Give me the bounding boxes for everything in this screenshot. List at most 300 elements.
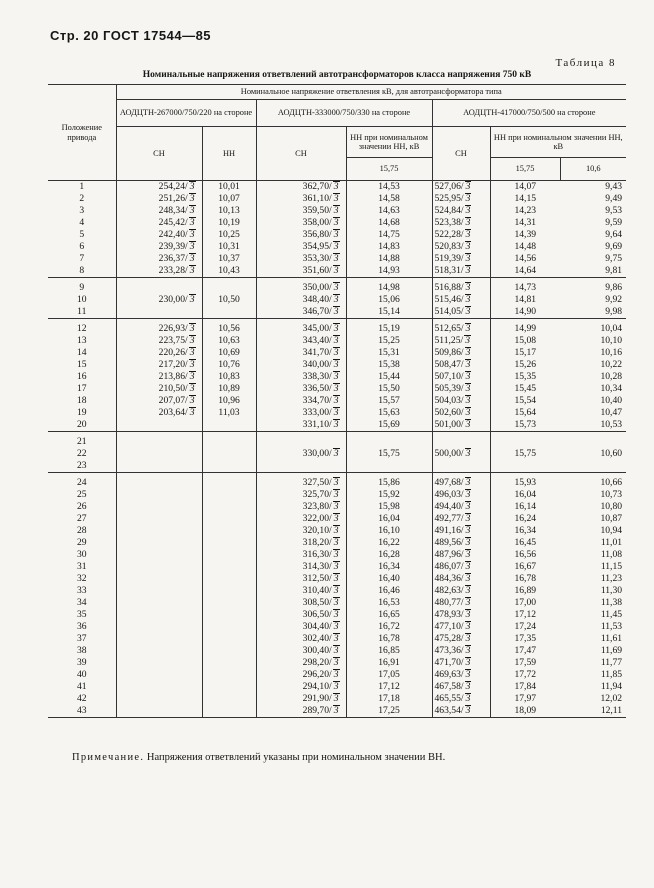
- b-hn-cell: [346, 633, 432, 645]
- b-sn-cell: [256, 681, 346, 693]
- sqrt3-symbol: 3: [465, 282, 471, 293]
- c-h2-cell: [560, 633, 626, 645]
- pos-value: 35: [76, 609, 87, 620]
- a-hn-value: 11,03: [218, 407, 240, 418]
- a-hn-cell: [202, 460, 256, 473]
- a-hn-value: 10,01: [218, 181, 240, 192]
- note-label: Примечание.: [72, 752, 145, 763]
- a-sn-cell: [116, 597, 202, 609]
- c-h1-value: 15,73: [514, 419, 537, 430]
- c-sn-cell: [432, 335, 490, 347]
- c-h2-cell: [560, 229, 626, 241]
- a-hn-cell: [202, 645, 256, 657]
- a-hn-cell: [202, 253, 256, 265]
- table-row: [48, 448, 626, 460]
- c-h1-value: 14,99: [514, 323, 537, 334]
- b-hn-cell: [346, 537, 432, 549]
- b-sn-cell: [256, 513, 346, 525]
- b-hn-value: 15,19: [378, 323, 400, 334]
- a-sn-cell: [116, 419, 202, 432]
- sqrt3-symbol: 3: [465, 181, 471, 192]
- pos-cell: [48, 561, 116, 573]
- b-hn-value: 15,14: [378, 306, 400, 317]
- table-row: [48, 597, 626, 609]
- a-sn-cell: [116, 645, 202, 657]
- b-hn-cell: [346, 347, 432, 359]
- c-h2-value: 10,16: [600, 347, 623, 358]
- c-h1-value: 17,35: [514, 633, 537, 644]
- a-sn-cell: [116, 693, 202, 705]
- c-h2-cell: [560, 448, 626, 460]
- sqrt3-symbol: 3: [465, 489, 471, 500]
- a-hn-value: 10,25: [218, 229, 240, 240]
- a-hn-cell: [202, 669, 256, 681]
- c-h2-value: 9,43: [605, 181, 623, 192]
- b-sn-cell: [256, 294, 346, 306]
- pos-cell: [48, 229, 116, 241]
- c-sn-cell: [432, 549, 490, 561]
- c-h2-cell: [560, 241, 626, 253]
- b-hn-cell: [346, 193, 432, 205]
- pos-cell: [48, 549, 116, 561]
- a-hn-value: 10,19: [218, 217, 240, 228]
- pos-cell: [48, 347, 116, 359]
- c-sn-cell: [432, 501, 490, 513]
- pos-cell: [48, 306, 116, 319]
- c-h1-cell: [490, 359, 560, 371]
- a-hn-cell: [202, 573, 256, 585]
- c-h1-value: 17,84: [514, 681, 537, 692]
- b-sn-value: 354,95/: [302, 241, 332, 252]
- c-sn-value: 507,10/: [434, 371, 464, 382]
- sqrt3-symbol: 3: [189, 294, 195, 305]
- b-hn-value: 15,92: [378, 489, 400, 500]
- c-h2-cell: [560, 693, 626, 705]
- b-sn-value: 345,00/: [302, 323, 332, 334]
- c-sn-value: 520,83/: [434, 241, 464, 252]
- pos-cell: [48, 278, 116, 295]
- sqrt3-symbol: 3: [189, 347, 195, 358]
- c-h1-cell: [490, 621, 560, 633]
- b-hn-value: 16,40: [378, 573, 400, 584]
- c-sn-value: 524,84/: [434, 205, 464, 216]
- a-sn-cell: [116, 621, 202, 633]
- pos-cell: [48, 205, 116, 217]
- c-h2-value: 10,66: [600, 477, 623, 488]
- a-hn-cell: [202, 181, 256, 194]
- c-sn-value: 491,16/: [434, 525, 464, 536]
- a-sn-cell: [116, 278, 202, 295]
- c-sn-cell: [432, 525, 490, 537]
- b-sn-cell: [256, 693, 346, 705]
- c-h1-value: 16,34: [514, 525, 537, 536]
- a-hn-cell: [202, 294, 256, 306]
- pos-value: 18: [76, 395, 87, 406]
- c-sn-value: 480,77/: [434, 597, 464, 608]
- c-h1-cell: [490, 460, 560, 473]
- b-sn-value: 289,70/: [302, 705, 332, 716]
- pos-cell: [48, 294, 116, 306]
- c-h1-value: 15,35: [514, 371, 537, 382]
- b-sn-value: 341,70/: [302, 347, 332, 358]
- b-sn-value: 322,00/: [302, 513, 332, 524]
- b-sn-cell: [256, 278, 346, 295]
- pos-cell: [48, 597, 116, 609]
- c-sn-value: 516,88/: [434, 282, 464, 293]
- a-sn-cell: [116, 229, 202, 241]
- c-h1-cell: [490, 585, 560, 597]
- table-row: [48, 432, 626, 449]
- c-h2-value: 9,69: [605, 241, 623, 252]
- c-h2-value: 10,28: [600, 371, 623, 382]
- table-row: [48, 489, 626, 501]
- sqrt3-symbol: 3: [465, 335, 470, 346]
- header-type-1: АОДЦТН-267000/750/220 на стороне: [116, 100, 256, 127]
- c-h2-cell: [560, 501, 626, 513]
- b-sn-cell: [256, 460, 346, 473]
- b-sn-cell: [256, 407, 346, 419]
- c-sn-cell: [432, 681, 490, 693]
- c-h2-cell: [560, 181, 626, 194]
- sqrt3-symbol: 3: [465, 419, 471, 430]
- b-hn-value: 16,04: [378, 513, 400, 524]
- c-h2-value: 9,92: [605, 294, 623, 305]
- pos-cell: [48, 621, 116, 633]
- c-h1-value: 14,15: [514, 193, 537, 204]
- b-hn-cell: [346, 306, 432, 319]
- b-sn-value: 312,50/: [302, 573, 332, 584]
- pos-value: 1: [79, 181, 85, 192]
- table-row: [48, 460, 626, 473]
- sqrt3-symbol: 3: [333, 359, 339, 370]
- c-h1-value: 18,09: [514, 705, 537, 716]
- table-row: [48, 306, 626, 319]
- b-hn-cell: [346, 501, 432, 513]
- pos-cell: [48, 537, 116, 549]
- c-sn-cell: [432, 657, 490, 669]
- c-h2-cell: [560, 657, 626, 669]
- sqrt3-symbol: 3: [333, 645, 339, 656]
- a-hn-cell: [202, 693, 256, 705]
- a-sn-cell: [116, 681, 202, 693]
- b-hn-value: 16,53: [378, 597, 400, 608]
- table-row: [48, 473, 626, 490]
- pos-value: 41: [76, 681, 87, 692]
- a-sn-cell: [116, 193, 202, 205]
- c-sn-cell: [432, 432, 490, 449]
- b-sn-cell: [256, 383, 346, 395]
- a-sn-cell: [116, 657, 202, 669]
- c-sn-value: 515,46/: [434, 294, 464, 305]
- c-h1-cell: [490, 537, 560, 549]
- b-hn-value: 15,57: [378, 395, 400, 406]
- c-sn-cell: [432, 395, 490, 407]
- b-sn-cell: [256, 669, 346, 681]
- a-sn-value: 207,07/: [158, 395, 188, 406]
- a-hn-cell: [202, 597, 256, 609]
- b-hn-value: 17,05: [378, 669, 400, 680]
- b-sn-value: 318,20/: [302, 537, 332, 548]
- a-sn-cell: [116, 359, 202, 371]
- b-hn-cell: [346, 561, 432, 573]
- sqrt3-symbol: 3: [333, 585, 339, 596]
- sqrt3-symbol: 3: [465, 407, 471, 418]
- sqrt3-symbol: 3: [333, 229, 339, 240]
- pos-value: 4: [79, 217, 85, 228]
- a-sn-value: 230,00/: [158, 294, 188, 305]
- c-h1-value: 16,67: [514, 561, 537, 572]
- sqrt3-symbol: 3: [333, 347, 339, 358]
- pos-value: 14: [76, 347, 87, 358]
- a-hn-cell: [202, 525, 256, 537]
- pos-value: 29: [76, 537, 87, 548]
- b-hn-cell: [346, 645, 432, 657]
- sqrt3-symbol: 3: [333, 573, 339, 584]
- c-h2-cell: [560, 432, 626, 449]
- b-hn-cell: [346, 573, 432, 585]
- c-sn-cell: [432, 217, 490, 229]
- sqrt3-symbol: 3: [333, 501, 339, 512]
- c-h2-cell: [560, 217, 626, 229]
- pos-value: 43: [76, 705, 87, 716]
- b-hn-cell: [346, 549, 432, 561]
- c-sn-cell: [432, 561, 490, 573]
- c-h1-cell: [490, 319, 560, 336]
- c-sn-cell: [432, 193, 490, 205]
- table-row: [48, 229, 626, 241]
- c-h2-value: 11,94: [600, 681, 623, 692]
- c-sn-value: 487,96/: [434, 549, 464, 560]
- c-h1-cell: [490, 383, 560, 395]
- c-h2-cell: [560, 513, 626, 525]
- c-h1-value: 16,78: [514, 573, 537, 584]
- sqrt3-symbol: 3: [189, 395, 195, 406]
- sqrt3-symbol: 3: [189, 371, 195, 382]
- table-row: [48, 278, 626, 295]
- pos-cell: [48, 681, 116, 693]
- b-hn-cell: [346, 419, 432, 432]
- b-sn-cell: [256, 657, 346, 669]
- c-h1-cell: [490, 657, 560, 669]
- c-h1-value: 17,24: [514, 621, 537, 632]
- table-row: [48, 335, 626, 347]
- a-hn-value: 10,56: [218, 323, 240, 334]
- c-sn-value: 494,40/: [434, 501, 464, 512]
- sqrt3-symbol: 3: [189, 323, 195, 334]
- c-h1-value: 16,56: [514, 549, 537, 560]
- b-hn-cell: [346, 383, 432, 395]
- c-h1-cell: [490, 407, 560, 419]
- c-sn-value: 525,95/: [434, 193, 464, 204]
- a-hn-cell: [202, 609, 256, 621]
- a-hn-cell: [202, 513, 256, 525]
- b-hn-value: 15,06: [378, 294, 400, 305]
- pos-value: 20: [76, 419, 87, 430]
- b-sn-value: 353,30/: [302, 253, 332, 264]
- c-h2-cell: [560, 265, 626, 278]
- b-hn-value: 16,10: [378, 525, 400, 536]
- a-sn-cell: [116, 371, 202, 383]
- pos-cell: [48, 513, 116, 525]
- a-sn-value: 248,34/: [158, 205, 188, 216]
- table-row: [48, 549, 626, 561]
- c-h1-value: 15,45: [514, 383, 537, 394]
- c-h1-value: 15,26: [514, 359, 537, 370]
- a-hn-cell: [202, 395, 256, 407]
- pos-value: 28: [76, 525, 87, 536]
- sqrt3-symbol: 3: [465, 669, 471, 680]
- b-hn-value: 14,98: [378, 282, 400, 293]
- table-row: [48, 573, 626, 585]
- b-sn-cell: [256, 419, 346, 432]
- c-sn-cell: [432, 419, 490, 432]
- b-sn-value: 308,50/: [302, 597, 332, 608]
- c-h1-value: 15,08: [514, 335, 537, 346]
- sqrt3-symbol: 3: [465, 347, 471, 358]
- a-sn-cell: [116, 306, 202, 319]
- pos-value: 36: [76, 621, 87, 632]
- sqrt3-symbol: 3: [189, 241, 195, 252]
- b-hn-cell: [346, 525, 432, 537]
- pos-cell: [48, 217, 116, 229]
- b-sn-value: 325,70/: [302, 489, 332, 500]
- a-hn-cell: [202, 561, 256, 573]
- sqrt3-symbol: 3: [465, 265, 471, 276]
- a-hn-value: 10,89: [218, 383, 240, 394]
- b-hn-value: 14,63: [378, 205, 400, 216]
- c-h2-cell: [560, 253, 626, 265]
- c-h2-value: 10,47: [600, 407, 623, 418]
- c-h2-cell: [560, 561, 626, 573]
- a-hn-value: 10,83: [218, 371, 240, 382]
- b-hn-value: 16,34: [378, 561, 400, 572]
- c-h1-value: 17,12: [514, 609, 537, 620]
- sqrt3-symbol: 3: [333, 407, 339, 418]
- sqrt3-symbol: 3: [189, 181, 195, 192]
- c-h2-cell: [560, 621, 626, 633]
- c-sn-cell: [432, 597, 490, 609]
- pos-value: 21: [76, 436, 87, 447]
- pos-cell: [48, 473, 116, 490]
- c-h2-cell: [560, 705, 626, 718]
- pos-cell: [48, 609, 116, 621]
- c-h1-cell: [490, 489, 560, 501]
- table-row: [48, 705, 626, 718]
- c-h1-value: 14,39: [514, 229, 537, 240]
- a-sn-cell: [116, 561, 202, 573]
- table-note: [72, 752, 445, 763]
- c-h2-cell: [560, 681, 626, 693]
- b-hn-value: 16,46: [378, 585, 400, 596]
- a-hn-value: 10,31: [218, 241, 240, 252]
- pos-value: 16: [76, 371, 87, 382]
- c-h1-cell: [490, 501, 560, 513]
- c-h2-cell: [560, 371, 626, 383]
- pos-cell: [48, 419, 116, 432]
- a-sn-cell: [116, 501, 202, 513]
- b-hn-value: 14,68: [378, 217, 400, 228]
- b-sn-cell: [256, 335, 346, 347]
- a-sn-value: 220,26/: [158, 347, 188, 358]
- a-hn-value: 10,07: [218, 193, 240, 204]
- b-hn-cell: [346, 621, 432, 633]
- a-hn-value: 10,63: [218, 335, 240, 346]
- sqrt3-symbol: 3: [465, 395, 471, 406]
- a-sn-cell: [116, 448, 202, 460]
- c-h2-value: 11,15: [600, 561, 623, 572]
- b-sn-cell: [256, 573, 346, 585]
- b-sn-cell: [256, 371, 346, 383]
- table-row: [48, 347, 626, 359]
- b-sn-cell: [256, 561, 346, 573]
- header-type-3: АОДЦТН-417000/750/500 на стороне: [432, 100, 626, 127]
- c-sn-value: 478,93/: [434, 609, 464, 620]
- pos-value: 9: [79, 282, 85, 293]
- c-h2-value: 11,61: [600, 633, 623, 644]
- c-sn-cell: [432, 371, 490, 383]
- c-h1-value: 17,00: [514, 597, 537, 608]
- c-h2-value: 11,85: [600, 669, 623, 680]
- a-sn-cell: [116, 489, 202, 501]
- sqrt3-symbol: 3: [465, 306, 471, 317]
- pos-value: 8: [79, 265, 85, 276]
- a-hn-cell: [202, 585, 256, 597]
- c-h2-cell: [560, 205, 626, 217]
- c-sn-value: 519,39/: [434, 253, 464, 264]
- sqrt3-symbol: 3: [465, 525, 471, 536]
- table-row: [48, 645, 626, 657]
- c-sn-cell: [432, 319, 490, 336]
- c-h2-value: 9,59: [605, 217, 623, 228]
- pos-value: 10: [76, 294, 87, 305]
- a-sn-cell: [116, 525, 202, 537]
- c-h2-value: 11,38: [600, 597, 623, 608]
- c-h2-cell: [560, 395, 626, 407]
- pos-value: 19: [76, 407, 87, 418]
- pos-value: 38: [76, 645, 87, 656]
- c-h2-value: 10,60: [600, 448, 623, 459]
- c-sn-value: 467,58/: [434, 681, 464, 692]
- c-h2-value: 10,53: [600, 419, 623, 430]
- c-h2-cell: [560, 347, 626, 359]
- pos-cell: [48, 573, 116, 585]
- a-hn-cell: [202, 473, 256, 490]
- voltage-table: [48, 84, 626, 718]
- header-a-hn: НН: [202, 127, 256, 181]
- a-sn-cell: [116, 669, 202, 681]
- b-hn-value: 15,86: [378, 477, 400, 488]
- c-sn-cell: [432, 633, 490, 645]
- c-sn-value: 512,65/: [434, 323, 464, 334]
- b-sn-cell: [256, 205, 346, 217]
- c-h1-cell: [490, 181, 560, 194]
- c-h1-value: 14,23: [514, 205, 537, 216]
- c-sn-value: 473,36/: [434, 645, 464, 656]
- sqrt3-symbol: 3: [333, 597, 339, 608]
- sqrt3-symbol: 3: [465, 585, 471, 596]
- table-row: [48, 657, 626, 669]
- pos-value: 13: [76, 335, 87, 346]
- c-sn-value: 500,00/: [434, 448, 464, 459]
- c-sn-value: 509,86/: [434, 347, 464, 358]
- b-hn-cell: [346, 319, 432, 336]
- c-sn-value: 501,00/: [434, 419, 464, 430]
- b-sn-cell: [256, 585, 346, 597]
- a-sn-value: 254,24/: [158, 181, 188, 192]
- a-sn-cell: [116, 335, 202, 347]
- b-sn-cell: [256, 253, 346, 265]
- c-h1-cell: [490, 681, 560, 693]
